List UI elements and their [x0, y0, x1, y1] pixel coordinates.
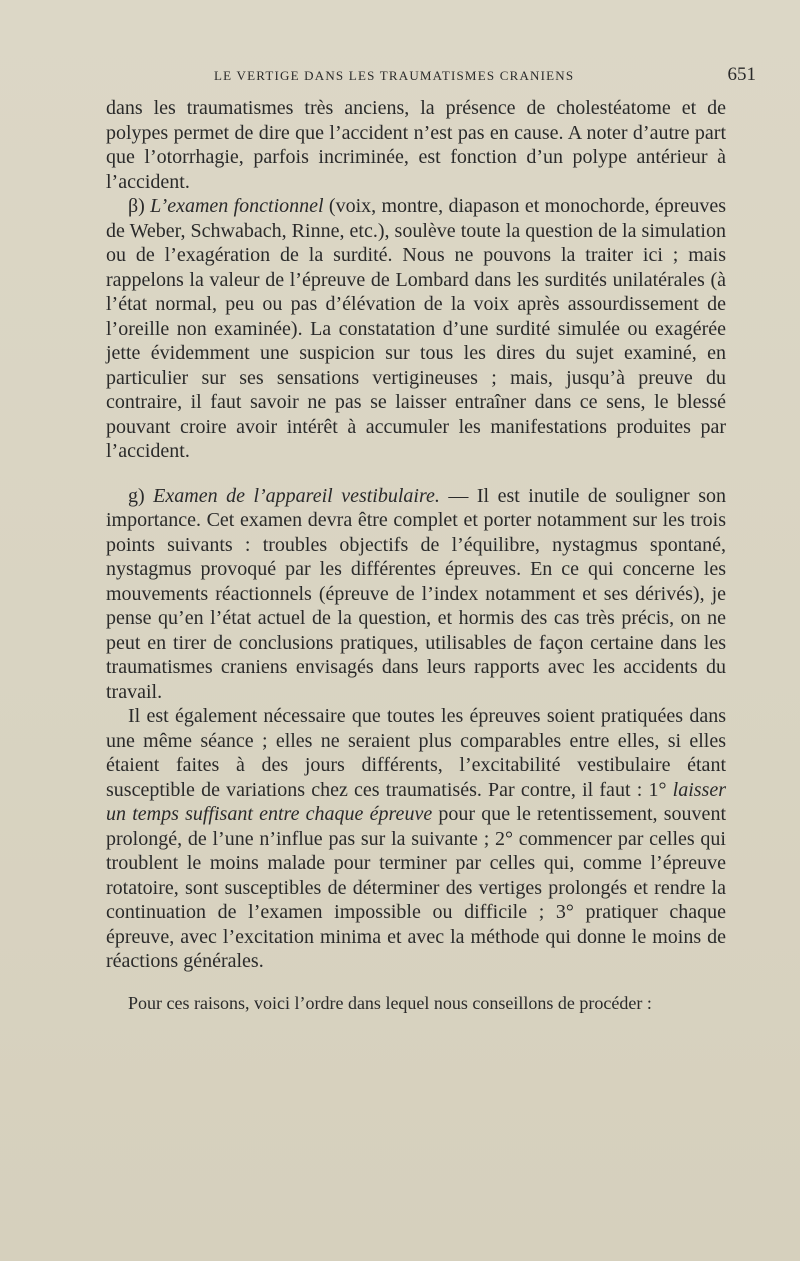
paragraph-g-prefix: g) [128, 484, 145, 507]
running-title: LE VERTIGE DANS LES TRAUMATISMES CRANIENS [214, 68, 575, 83]
paragraph-beta-text: (voix, montre, diapason et monochorde, épreuves de Weber, Schwabach, Rinne, etc.), soulève toute la question de la simulation ou de l’exagération de la surdité. Nous ne pouvons la traiter ici ; mais rappelons la valeur de l’épreuve de Lombard dans les surdités unilatérales (à l’état normal, peu ou pas d’élévation de la voix après assourdissement de l’oreille non examinée). La constatation d’une surdité simulée ou exagérée jette évidemment une suspicion sur tous les dires du sujet examiné, en particulier sur ses sensations vertigineuses ; mais, jusqu’à preuve du contraire, il faut savoir ne pas se laisser entraîner dans ce sens, le blessé pouvant croire avoir intérêt à accumuler les manifestations produites par l’accident. [106, 195, 726, 462]
paragraph-5: Pour ces raisons, voici l’ordre dans lequel nous conseillons de procéder : [128, 992, 652, 1013]
page-body [106, 96, 726, 1014]
paragraph-g [106, 484, 726, 705]
paragraph-4-before: Il est également nécessaire que toutes les épreuves soient pratiquées dans une même séance ; elles ne seraient plus comparables entre elles, si elles étaient faites à des jours différents, l’excitabilité vestibulaire étant susceptible de variations chez ces traumatisés. Par contre, il faut : 1° [106, 705, 726, 801]
paragraph-4-emphasis: laisser un temps suffisant entre chaque épreuve [106, 778, 726, 825]
paragraph-4 [106, 704, 726, 974]
paragraph-beta [106, 194, 726, 464]
paragraph-beta-prefix: β) [128, 195, 145, 217]
paragraph-4-after: pour que le retentissement, souvent prolongé, de l’une n’influe pas sur la suivante ; 2° commencer par celles qui troublent le moins malade pour terminer par celles qui, comme l’épreuve rotatoire, sont susceptibles de déterminer des vertiges prolongés et rendre la continuation de l’examen impossible ou difficile ; 3° pratiquer chaque épreuve, avec l’excitation minima et avec la méthode qui donne le moins de réactions générales. [106, 803, 726, 972]
paragraph-g-text: — Il est inutile de souligner son importance. Cet examen devra être complet et porter notamment sur les trois points suivants : troubles objectifs de l’équilibre, nystagmus spontané, nystagmus provoqué par les différentes épreuves. En ce qui concerne les mouvements réactionnels (épreuve de l’index notamment et ses dérivés), je pense qu’en l’état actuel de la question, et hormis des cas très précis, on ne peut en tirer de conclusions pratiques, utilisables de façon certaine dans les traumatismes craniens envisagés dans leurs rapports avec les accidents du travail. [106, 484, 726, 703]
paragraph-g-heading: Examen de l’appareil vestibulaire. [153, 484, 440, 507]
page-header [214, 64, 756, 90]
paragraph-1: dans les traumatismes très anciens, la présence de cholestéatome et de polypes permet de dire que l’accident n’est pas en cause. A noter d’autre part que l’otorrhagie, parfois incriminée, est fonction d’un polype antérieur à l’accident. [106, 97, 726, 193]
page-number: 651 [727, 64, 756, 85]
paragraph-beta-heading: L’examen fonctionnel [150, 195, 324, 217]
